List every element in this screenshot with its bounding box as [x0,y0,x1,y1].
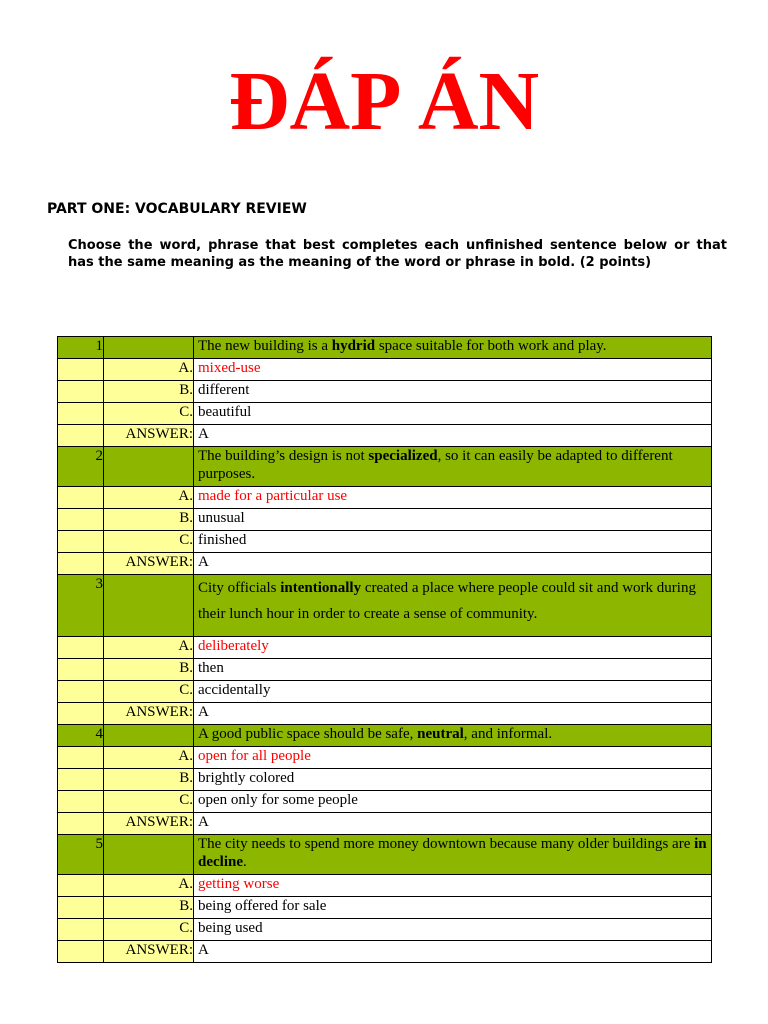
question-number: 4 [58,725,104,747]
option-row [58,897,712,919]
quiz-table [57,336,712,963]
question-number: 1 [58,337,104,359]
option-row [58,637,712,659]
option-row [58,791,712,813]
option-row [58,769,712,791]
bold-keyword: intentionally [280,580,362,596]
answer-label: ANSWER: [104,553,194,575]
question-text: The building’s design is not specialized, so it can easily be adapted to different purposes. [194,447,712,487]
question-spacer [104,447,194,487]
answer-value: A [194,703,712,725]
answer-value: A [194,553,712,575]
question-text: The city needs to spend more money downtown because many older buildings are in decline. [194,835,712,875]
answer-label: ANSWER: [104,813,194,835]
option-row [58,381,712,403]
bold-keyword: neutral [417,726,464,742]
bold-keyword: in decline [198,836,707,870]
question-spacer [104,835,194,875]
option-text: then [194,659,712,681]
answer-row [58,425,712,447]
option-row [58,487,712,509]
option-row [58,747,712,769]
option-row [58,509,712,531]
answer-value: A [194,425,712,447]
option-letter: A. [104,747,194,769]
question-row [58,337,712,359]
question-number: 5 [58,835,104,875]
answer-row [58,703,712,725]
option-text-correct: deliberately [194,637,712,659]
question-row [58,447,712,487]
option-letter: B. [104,769,194,791]
option-row [58,681,712,703]
question-number: 3 [58,575,104,637]
option-text: being offered for sale [194,897,712,919]
option-row [58,659,712,681]
option-letter: A. [104,359,194,381]
answer-label: ANSWER: [104,703,194,725]
question-spacer [104,725,194,747]
option-row [58,919,712,941]
option-text-correct: made for a particular use [194,487,712,509]
option-letter: C. [104,531,194,553]
option-text: being used [194,919,712,941]
option-letter: C. [104,919,194,941]
question-spacer [104,575,194,637]
option-text: open only for some people [194,791,712,813]
option-text: accidentally [194,681,712,703]
instructions-text: Choose the word, phrase that best completes each unfinished sentence below or that has the same meaning as the meaning of the word or phrase in bold. (2 points) [68,238,727,270]
option-letter: B. [104,381,194,403]
option-text: different [194,381,712,403]
option-letter: C. [104,681,194,703]
answer-row [58,941,712,963]
answer-label: ANSWER: [104,941,194,963]
answer-label: ANSWER: [104,425,194,447]
option-row [58,531,712,553]
option-letter: A. [104,487,194,509]
answer-row [58,553,712,575]
option-letter: C. [104,791,194,813]
question-text: City officials intentionally created a place where people could sit and work during their lunch hour in order to create a sense of community. [194,575,712,637]
question-spacer [104,337,194,359]
option-letter: B. [104,659,194,681]
question-row [58,575,712,637]
option-row [58,359,712,381]
option-row [58,875,712,897]
bold-keyword: hydrid [331,338,376,354]
option-letter: A. [104,875,194,897]
section-heading: PART ONE: VOCABULARY REVIEW [47,201,307,217]
question-text: A good public space should be safe, neutral, and informal. [194,725,712,747]
option-text-correct: mixed-use [194,359,712,381]
answer-row [58,813,712,835]
option-letter: B. [104,509,194,531]
answer-value: A [194,941,712,963]
question-row [58,725,712,747]
answer-value: A [194,813,712,835]
question-number: 2 [58,447,104,487]
option-text: brightly colored [194,769,712,791]
option-text: finished [194,531,712,553]
option-row [58,403,712,425]
option-text-correct: open for all people [194,747,712,769]
question-row [58,835,712,875]
option-text: beautiful [194,403,712,425]
bold-keyword: specialized [368,448,438,464]
question-text: The new building is a hydrid space suitable for both work and play. [194,337,712,359]
option-text: unusual [194,509,712,531]
page-title: ĐÁP ÁN [228,55,540,148]
option-letter: C. [104,403,194,425]
option-text-correct: getting worse [194,875,712,897]
option-letter: B. [104,897,194,919]
option-letter: A. [104,637,194,659]
